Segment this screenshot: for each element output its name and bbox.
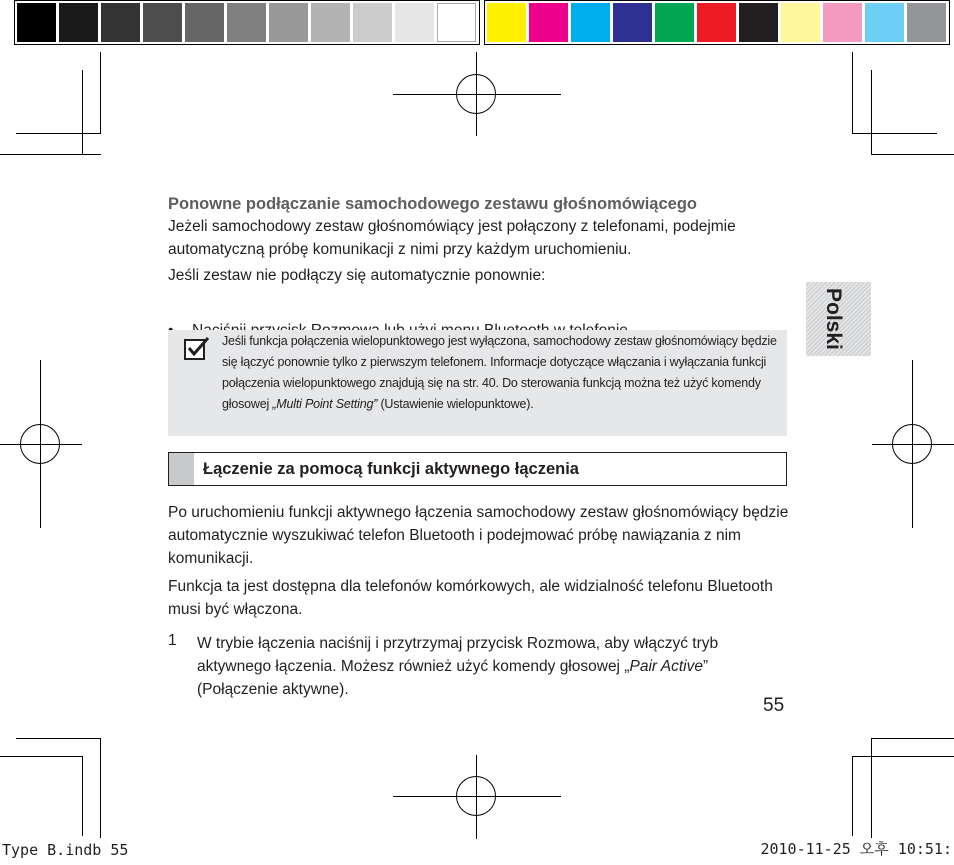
gray-swatch	[353, 3, 392, 42]
color-swatch	[907, 3, 946, 42]
color-swatch	[655, 3, 694, 42]
crop-mark	[16, 133, 101, 134]
color-swatch	[781, 3, 820, 42]
gray-swatch	[311, 3, 350, 42]
paragraph: Jeśli zestaw nie podłączy się automatycznie ponownie:	[168, 267, 546, 284]
crop-mark	[871, 738, 954, 739]
note-text-end: (Ustawienie wielopunktowe).	[377, 397, 534, 411]
crop-mark	[100, 52, 101, 134]
paragraph: Funkcja ta jest dostępna dla telefonów komórkowych, ale widzialność telefonu Bluetooth musi być włączona.	[168, 578, 773, 618]
language-tab	[806, 282, 871, 356]
color-swatch	[487, 3, 526, 42]
gray-swatch	[395, 3, 434, 42]
color-swatch	[865, 3, 904, 42]
page-number: 55	[763, 695, 785, 716]
color-bar	[484, 0, 950, 45]
color-swatch	[613, 3, 652, 42]
registration-circle	[456, 74, 496, 114]
grayscale-bar	[14, 0, 480, 45]
crop-mark	[82, 70, 83, 155]
crop-mark	[16, 738, 101, 739]
gray-swatch	[227, 3, 266, 42]
note-text-main: Jeśli funkcja połączenia wielopunktowego jest wyłączona, samochodowy zestaw głośnomówiący będzie się łączyć ponownie tylko z pierwszym telefonem. Informacje dotyczące włączania i wyłączania funkcji połączenia wielopunktowego znajdują się na str. 40. Do sterowania funkcją można też użyć komendy głosowej	[222, 334, 777, 411]
crop-mark	[852, 756, 853, 836]
heading-marker	[169, 453, 194, 485]
gray-swatch	[269, 3, 308, 42]
step-text	[197, 632, 787, 701]
crop-mark	[100, 738, 101, 838]
subsection-heading: Łączenie za pomocą funkcji aktywnego łączenia	[203, 460, 579, 478]
language-tab-label: Polski	[822, 288, 845, 350]
paragraph: Jeżeli samochodowy zestaw głośnomówiący jest połączony z telefonami, podejmie automatyczną próbę komunikacji z nimi przy każdym uruchomieniu.	[168, 218, 736, 258]
checkbox-check-icon	[184, 336, 210, 360]
slug-timestamp: 2010-11-25 오후 10:51:	[760, 840, 952, 858]
crop-mark	[852, 52, 853, 134]
crop-mark	[82, 756, 83, 836]
slug-file-info: Type B.indb 55	[2, 841, 129, 859]
step-text-italic: Pair Active	[629, 658, 703, 675]
subsection-heading-band	[168, 452, 787, 486]
crop-mark	[852, 133, 937, 134]
step-text-end: ” (Połączenie aktywne).	[197, 658, 709, 698]
crop-mark	[871, 154, 954, 155]
crop-mark	[871, 738, 872, 838]
crop-mark	[852, 756, 954, 757]
color-swatch	[571, 3, 610, 42]
paragraph: Po uruchomieniu funkcji aktywnego łączenia samochodowy zestaw głośnomówiący będzie automatycznie wyszukiwać telefon Bluetooth i podejmować próbę nawiązania z nim komunikacji.	[168, 504, 789, 567]
crop-mark	[871, 70, 872, 155]
note-text-italic: „Multi Point Setting”	[272, 397, 378, 411]
color-swatch	[529, 3, 568, 42]
registration-circle	[20, 424, 60, 464]
registration-circle	[456, 776, 496, 816]
gray-swatch	[143, 3, 182, 42]
gray-swatch	[437, 3, 476, 42]
gray-swatch	[17, 3, 56, 42]
step-text-main: W trybie łączenia naciśnij i przytrzymaj przycisk Rozmowa, aby włączyć tryb aktywnego łączenia. Możesz również użyć komendy głosowej „	[197, 635, 719, 675]
note-text	[222, 331, 782, 415]
registration-circle	[892, 424, 932, 464]
step-number: 1	[168, 632, 177, 649]
crop-mark	[0, 756, 83, 757]
crop-mark	[0, 154, 101, 155]
color-swatch	[739, 3, 778, 42]
color-swatch	[823, 3, 862, 42]
section-heading: Ponowne podłączanie samochodowego zestawu głośnomówiącego	[168, 195, 697, 213]
color-swatch	[697, 3, 736, 42]
gray-swatch	[185, 3, 224, 42]
gray-swatch	[59, 3, 98, 42]
gray-swatch	[101, 3, 140, 42]
